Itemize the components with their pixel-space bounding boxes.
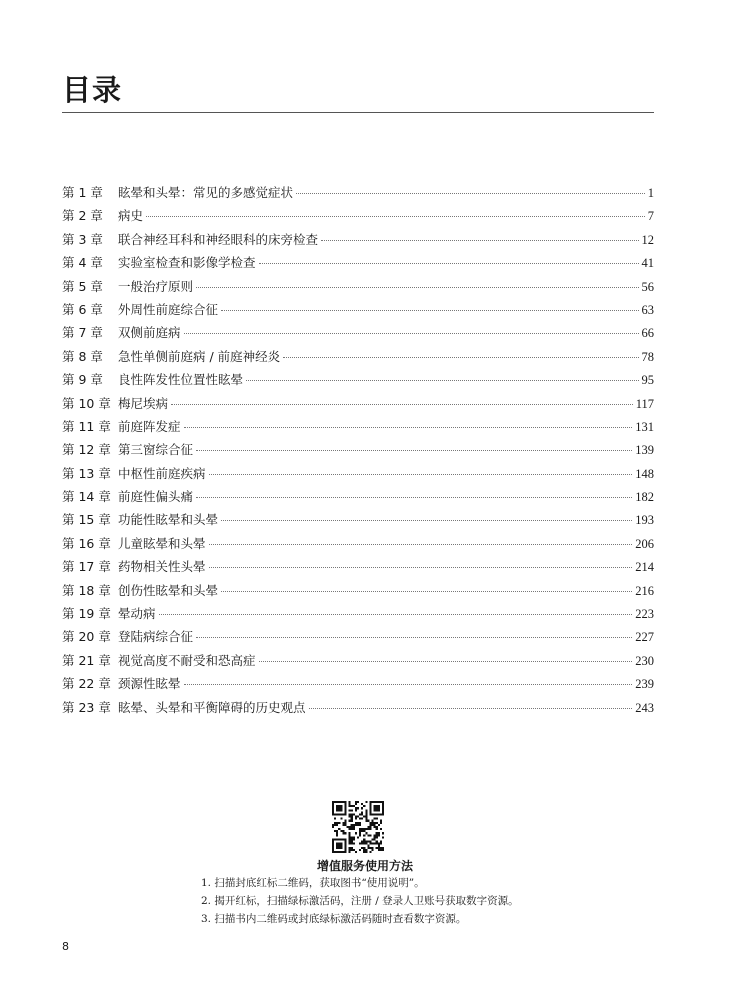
chapter-number: 第 1 章: [62, 185, 103, 200]
chapter-title: 急性单侧前庭病 / 前庭神经炎: [118, 348, 281, 364]
dot-leader: [259, 263, 639, 264]
dot-leader: [296, 193, 645, 194]
toc-entry[interactable]: [62, 321, 654, 344]
dot-leader: [159, 614, 633, 615]
title-divider: [62, 112, 654, 113]
chapter-title: 前庭性偏头痛: [118, 489, 194, 505]
chapter-page: 66: [641, 326, 654, 341]
chapter-number: 第 17 章: [62, 559, 111, 575]
toc-entry[interactable]: [62, 532, 654, 555]
toc-entry[interactable]: [62, 579, 654, 602]
toc-entry[interactable]: [62, 181, 654, 204]
chapter-page: 1: [647, 186, 654, 200]
chapter-title: 第三窗综合征: [118, 442, 194, 458]
toc-entry[interactable]: [62, 251, 654, 274]
chapter-number: 第 9 章: [62, 372, 103, 388]
chapter-page: 139: [635, 443, 654, 458]
chapter-number: 第 20 章: [62, 629, 111, 645]
chapter-page: 41: [641, 256, 654, 271]
dot-leader: [196, 287, 638, 288]
chapter-number: 第 16 章: [62, 535, 111, 551]
chapter-page: 56: [641, 279, 654, 294]
dot-leader: [221, 520, 632, 521]
chapter-page: 182: [635, 490, 654, 505]
chapter-title: 颈源性眩晕: [118, 676, 181, 692]
chapter-title: 中枢性前庭疾病: [118, 465, 206, 481]
chapter-number: 第 7 章: [62, 325, 103, 341]
chapter-number: 第 10 章: [62, 395, 111, 411]
dot-leader: [196, 497, 632, 498]
dot-leader: [283, 357, 638, 358]
chapter-page: 223: [635, 607, 654, 622]
chapter-number: 第 3 章: [62, 231, 103, 247]
dot-leader: [221, 310, 638, 311]
toc-entry[interactable]: [62, 602, 654, 625]
service-step: 3. 扫描书内二维码或封底绿标激活码随时查看数字资源。: [201, 913, 467, 925]
qr-code-icon: [332, 801, 384, 853]
dot-leader: [184, 427, 633, 428]
toc-entry[interactable]: [62, 696, 654, 719]
chapter-title: 功能性眩晕和头晕: [118, 512, 219, 528]
toc-entry[interactable]: [62, 275, 654, 298]
chapter-title: 视觉高度不耐受和恐高症: [118, 652, 256, 668]
toc-entry[interactable]: [62, 368, 654, 391]
chapter-title: 药物相关性头晕: [118, 559, 206, 575]
chapter-page: 117: [635, 396, 654, 411]
toc-entry[interactable]: [62, 462, 654, 485]
chapter-page: 239: [635, 677, 654, 692]
toc-entry[interactable]: [62, 392, 654, 415]
chapter-page: 12: [641, 232, 654, 247]
chapter-number: 第 2 章: [62, 208, 103, 224]
chapter-title: 一般治疗原则: [118, 278, 194, 294]
chapter-title: 晕动病: [118, 606, 156, 622]
chapter-number: 第 11 章: [62, 418, 111, 434]
chapter-page: 78: [641, 349, 654, 364]
chapter-title: 双侧前庭病: [118, 325, 181, 341]
chapter-page: 131: [635, 419, 654, 434]
chapter-number: 第 21 章: [62, 652, 111, 668]
toc-entry[interactable]: [62, 345, 654, 368]
dot-leader: [146, 216, 645, 217]
page-number: 8: [62, 940, 69, 953]
chapter-page: 7: [647, 209, 654, 224]
chapter-page: 95: [641, 373, 654, 388]
toc-entry[interactable]: [62, 672, 654, 695]
chapter-number: 第 22 章: [62, 676, 111, 692]
chapter-number: 第 6 章: [62, 301, 103, 317]
dot-leader: [209, 544, 633, 545]
chapter-page: 63: [641, 302, 654, 317]
dot-leader: [209, 474, 633, 475]
toc-entry[interactable]: [62, 204, 654, 227]
service-step: 2. 揭开红标，扫描绿标激活码，注册 / 登录人卫账号获取数字资源。: [201, 895, 519, 907]
chapter-title: 良性阵发性位置性眩晕: [118, 372, 244, 388]
chapter-page: 230: [635, 653, 654, 668]
chapter-number: 第 18 章: [62, 582, 111, 598]
service-title: 增值服务使用方法: [316, 859, 413, 873]
dot-leader: [309, 708, 633, 709]
chapter-number: 第 12 章: [62, 442, 111, 458]
dot-leader: [321, 240, 638, 241]
chapter-title: 眩晕和头晕：常见的多感觉症状: [118, 185, 294, 200]
chapter-number: 第 8 章: [62, 348, 103, 364]
chapter-title: 实验室检查和影像学检查: [118, 255, 256, 271]
chapter-number: 第 15 章: [62, 512, 111, 528]
dot-leader: [196, 637, 632, 638]
chapter-number: 第 5 章: [62, 278, 103, 294]
chapter-title: 前庭阵发症: [118, 418, 181, 434]
service-step: 1. 扫描封底红标二维码，获取图书“使用说明”。: [201, 877, 425, 889]
chapter-page: 148: [635, 466, 654, 481]
chapter-title: 眩晕、头晕和平衡障碍的历史观点: [118, 699, 306, 715]
toc-entry[interactable]: [62, 415, 654, 438]
toc-entry[interactable]: [62, 438, 654, 461]
chapter-title: 梅尼埃病: [118, 395, 169, 411]
chapter-number: 第 13 章: [62, 465, 111, 481]
dot-leader: [184, 684, 633, 685]
chapter-number: 第 19 章: [62, 606, 111, 622]
service-steps: [201, 874, 519, 928]
table-of-contents: [62, 181, 654, 719]
toc-entry[interactable]: [62, 298, 654, 321]
toc-entry[interactable]: [62, 485, 654, 508]
dot-leader: [246, 380, 638, 381]
dot-leader: [221, 591, 632, 592]
chapter-title: 登陆病综合征: [118, 629, 194, 645]
dot-leader: [184, 333, 639, 334]
chapter-page: 193: [635, 513, 654, 528]
dot-leader: [171, 404, 633, 405]
page-title: 目录: [62, 73, 123, 107]
chapter-title: 联合神经耳科和神经眼科的床旁检查: [118, 231, 319, 247]
toc-entry[interactable]: [62, 228, 654, 251]
toc-entry[interactable]: [62, 508, 654, 531]
chapter-title: 创伤性眩晕和头晕: [118, 582, 219, 598]
toc-entry[interactable]: [62, 555, 654, 578]
dot-leader: [259, 661, 633, 662]
chapter-number: 第 14 章: [62, 489, 111, 505]
chapter-number: 第 4 章: [62, 255, 103, 271]
chapter-number: 第 23 章: [62, 699, 111, 715]
chapter-page: 216: [635, 583, 654, 598]
chapter-page: 243: [635, 700, 654, 715]
dot-leader: [196, 450, 632, 451]
chapter-title: 儿童眩晕和头晕: [118, 535, 206, 551]
dot-leader: [209, 567, 633, 568]
chapter-page: 214: [635, 560, 654, 575]
toc-entry[interactable]: [62, 625, 654, 648]
chapter-page: 206: [635, 536, 654, 551]
chapter-page: 227: [635, 630, 654, 645]
chapter-title: 外周性前庭综合征: [118, 301, 219, 317]
toc-entry[interactable]: [62, 649, 654, 672]
chapter-title: 病史: [118, 208, 144, 224]
